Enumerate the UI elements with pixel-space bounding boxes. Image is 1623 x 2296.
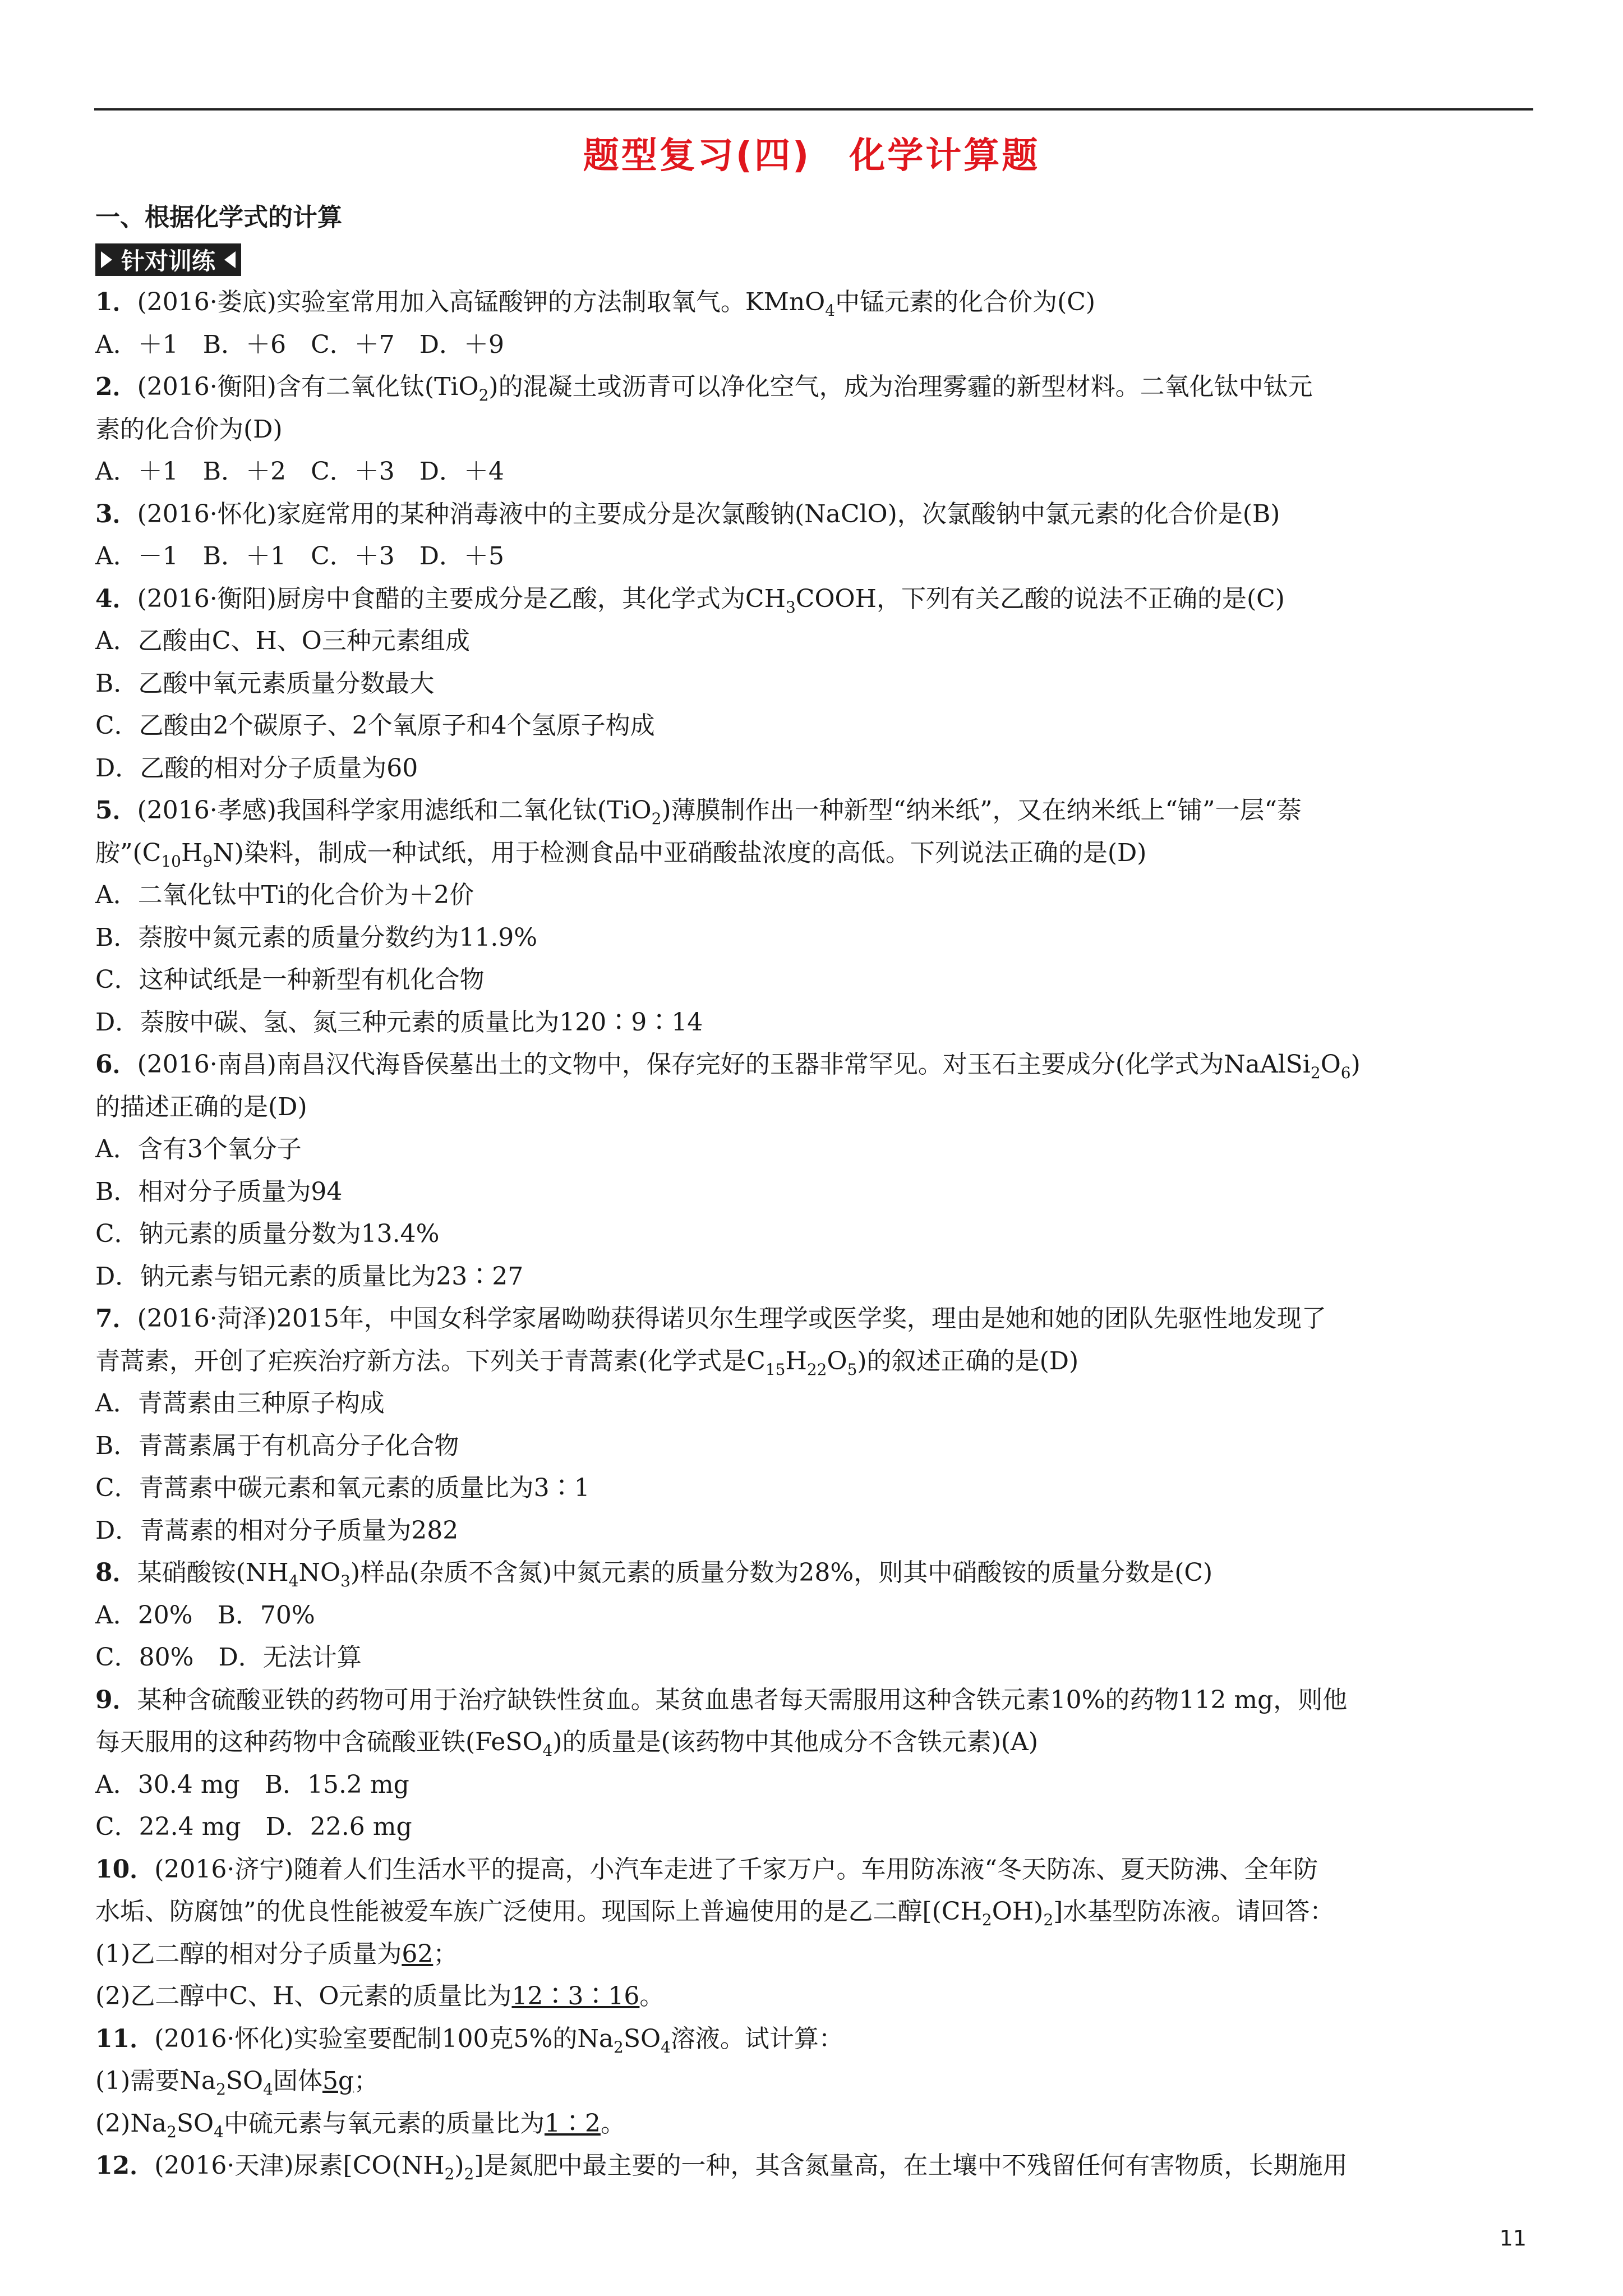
text-run: ]水基型防冻液。请回答：	[1053, 1897, 1335, 1926]
option-b: B．青蒿素属于有机高分子化合物	[95, 1431, 459, 1460]
question-text: COOH，下列有关乙酸的说法不正确的是(C)	[795, 584, 1285, 613]
question-number: 1．	[95, 288, 137, 316]
training-tag-label: 针对训练	[121, 247, 216, 275]
subscript: 2	[444, 2164, 455, 2183]
question-text: (2016·娄底)实验室常用加入高锰酸钾的方法制取氧气。KMnO	[137, 288, 826, 316]
question-text: (2016·天津)尿素[CO(NH	[154, 2151, 445, 2180]
question-number: 8．	[95, 1558, 137, 1587]
text-run: 青蒿素，开创了疟疾治疗新方法。下列关于青蒿素(化学式是C	[95, 1346, 766, 1375]
subscript: 4	[263, 2079, 273, 2099]
option-row: C．22.4 mg D．22.6 mg	[95, 1812, 412, 1841]
text-run: ]是氮肥中最主要的一种，其含氮量高，在土壤中不残留任何有害物质，长期施用	[474, 2151, 1348, 2180]
answer-blank: 5g	[322, 2067, 354, 2095]
text-run: SO	[623, 2024, 661, 2053]
text-run: N)染料，制成一种试纸，用于检测食品中亚硝酸盐浓度的高低。下列说法正确的是(D)	[213, 838, 1147, 867]
training-tag	[95, 243, 241, 276]
question-1-options: A．＋1 B．＋6 C．＋7 D．＋9	[95, 330, 505, 359]
play-icon	[101, 251, 112, 268]
question-text: (2016·衡阳)厨房中食醋的主要成分是乙酸，其化学式为CH	[137, 584, 786, 613]
subscript: 22	[806, 1360, 827, 1379]
sub-question-1	[95, 1933, 1537, 1976]
option-b: B．相对分子质量为94	[95, 1177, 343, 1206]
question-8	[95, 1552, 1537, 1594]
question-number: 10．	[95, 1855, 155, 1884]
text-run: 。	[639, 1982, 665, 2010]
subscript: 4	[825, 301, 836, 320]
question-number: 2．	[95, 372, 137, 401]
text-run: (1)乙二醇的相对分子质量为	[95, 1939, 402, 1968]
subscript: 2	[1043, 1910, 1054, 1929]
question-6	[95, 1043, 1537, 1086]
text-run: (1)需要Na	[95, 2067, 216, 2095]
question-number: 7．	[95, 1304, 137, 1333]
subscript: 4	[542, 1741, 553, 1760]
subscript: 2	[216, 2079, 226, 2099]
option-a: A．二氧化钛中Ti的化合价为＋2价	[95, 881, 474, 909]
question-3	[95, 493, 1537, 536]
text-run: )	[454, 2151, 464, 2180]
question-10-continued	[95, 1890, 1537, 1933]
question-9	[95, 1679, 1537, 1722]
question-2-continued: 素的化合价为(D)	[95, 415, 283, 444]
option-c: C．青蒿素中碳元素和氧元素的质量比为3∶1	[95, 1474, 590, 1502]
subscript: 9	[202, 852, 213, 871]
text-run: ；	[433, 1939, 458, 1968]
rewind-icon	[224, 251, 236, 268]
text-run: (2)Na	[95, 2109, 167, 2138]
text-run: H	[785, 1346, 807, 1375]
text-run: ；	[354, 2067, 379, 2095]
option-b: B．萘胺中氮元素的质量分数约为11.9%	[95, 923, 538, 952]
question-number: 4．	[95, 584, 137, 613]
question-number: 9．	[95, 1685, 137, 1714]
option-d: D．萘胺中碳、氢、氮三种元素的质量比为120∶9∶14	[95, 1007, 703, 1037]
question-text: (2016·怀化)实验室要配制100克5%的Na	[154, 2024, 614, 2053]
question-6-continued: 的描述正确的是(D)	[95, 1092, 307, 1121]
subscript: 5	[847, 1360, 857, 1379]
option-row: A．30.4 mg B．15.2 mg	[95, 1770, 409, 1799]
question-text: 某种含硫酸亚铁的药物可用于治疗缺铁性贫血。某贫血患者每天需服用这种含铁元素10%的药物112 mg，则他	[137, 1685, 1348, 1714]
question-5-continued	[95, 832, 1537, 875]
subscript: 2	[478, 385, 489, 404]
subscript: 6	[1340, 1063, 1351, 1082]
header-rule	[94, 108, 1533, 111]
subscript: 2	[167, 2122, 177, 2141]
text-run: 溶液。试计算：	[670, 2024, 843, 2053]
text-run: NO	[298, 1558, 341, 1587]
option-c: C．钠元素的质量分数为13.4%	[95, 1220, 440, 1248]
content	[95, 196, 1537, 2187]
question-1	[95, 281, 1537, 324]
question-7	[95, 1297, 1537, 1340]
tag-row	[95, 239, 1537, 282]
question-3-options: A．－1 B．＋1 C．＋3 D．＋5	[95, 542, 505, 570]
subscript: 10	[161, 852, 181, 871]
subscript: 2	[651, 809, 662, 828]
question-number: 3．	[95, 499, 137, 528]
question-2-options: A．＋1 B．＋2 C．＋3 D．＋4	[95, 457, 505, 486]
text-run: )的叙述正确的是(D)	[857, 1346, 1079, 1375]
subscript: 2	[1310, 1063, 1321, 1082]
section-heading: 一、根据化学式的计算	[95, 203, 342, 232]
subscript: 2	[981, 1910, 992, 1929]
page-number: 11	[1499, 2226, 1527, 2251]
question-text: 某硝酸铵(NH	[137, 1558, 289, 1587]
answer-blank: 62	[402, 1939, 434, 1968]
option-row: C．80% D．无法计算	[95, 1643, 362, 1672]
option-row: A．20% B．70%	[95, 1600, 315, 1630]
text-run: 水垢、防腐蚀”的优良性能被爱车族广泛使用。现国际上普遍使用的是乙二醇[(CH	[95, 1897, 982, 1926]
question-text: )薄膜制作出一种新型“纳米纸”，又在纳米纸上“铺”一层“萘	[661, 796, 1302, 825]
question-number: 12．	[95, 2151, 155, 2180]
option-a: A．含有3个氧分子	[95, 1135, 302, 1163]
question-text: (2016·衡阳)含有二氧化钛(TiO	[137, 372, 479, 401]
text-run: H	[181, 838, 203, 867]
sub-question-2	[95, 2102, 1537, 2145]
subscript: 15	[765, 1360, 786, 1379]
question-4	[95, 578, 1537, 620]
subscript: 2	[464, 2164, 474, 2183]
question-number: 11．	[95, 2024, 155, 2053]
subscript: 4	[661, 2037, 671, 2056]
text-run: O	[1320, 1050, 1341, 1079]
question-text: (2016·南昌)南昌汉代海昏侯墓出土的文物中，保存完好的玉器非常罕见。对玉石主要成分(化学式为NaAlSi	[137, 1050, 1311, 1079]
option-d: D．青蒿素的相对分子质量为282	[95, 1516, 459, 1545]
question-number: 5．	[95, 796, 137, 825]
question-7-continued	[95, 1340, 1537, 1383]
text-run: 中硫元素与氧元素的质量比为	[223, 2109, 545, 2138]
question-text: (2016·怀化)家庭常用的某种消毒液中的主要成分是次氯酸钠(NaClO)，次氯酸钠中氯元素的化合价是(B)	[137, 499, 1280, 528]
subscript: 4	[288, 1571, 299, 1590]
question-text: (2016·孝感)我国科学家用滤纸和二氧化钛(TiO	[137, 796, 652, 825]
option-c: C．这种试纸是一种新型有机化合物	[95, 965, 485, 994]
text-run: 固体	[273, 2067, 322, 2095]
text-run: O	[827, 1346, 847, 1375]
question-9-continued	[95, 1721, 1537, 1764]
text-run: SO	[176, 2109, 214, 2138]
question-text: (2016·菏泽)2015年，中国女科学家屠呦呦获得诺贝尔生理学或医学奖，理由是她和她的团队先驱性地发现了	[137, 1304, 1326, 1333]
question-5	[95, 789, 1537, 832]
text-run: )样品(杂质不含氮)中氮元素的质量分数为28%，则其中硝酸铵的质量分数是(C)	[350, 1558, 1213, 1587]
question-2	[95, 366, 1537, 408]
text-run: 。	[600, 2109, 625, 2138]
sub-question-1	[95, 2060, 1537, 2102]
question-text: (2016·济宁)随着人们生活水平的提高，小汽车走进了千家万户。车用防冻液“冬天防冻、夏天防沸、全年防	[154, 1855, 1318, 1884]
subscript: 2	[614, 2037, 624, 2056]
option-a: A．青蒿素由三种原子构成	[95, 1389, 385, 1418]
subscript: 3	[340, 1571, 351, 1590]
page-title: 题型复习(四) 化学计算题	[583, 135, 1040, 177]
text-run: )	[1350, 1050, 1361, 1079]
question-text: 中锰元素的化合价为(C)	[835, 288, 1096, 316]
question-10	[95, 1848, 1537, 1891]
sub-question-2	[95, 1975, 1537, 2018]
option-d: D．乙酸的相对分子质量为60	[95, 753, 418, 783]
question-number: 6．	[95, 1050, 137, 1079]
text-run: 胺”(C	[95, 838, 162, 867]
question-12	[95, 2145, 1537, 2187]
text-run: OH)	[992, 1897, 1044, 1926]
text-run: )的质量是(该药物中其他成分不含铁元素)(A)	[552, 1728, 1038, 1756]
answer-blank: 1∶2	[544, 2109, 601, 2138]
question-text: )的混凝土或沥青可以净化空气，成为治理雾霾的新型材料。二氧化钛中钛元	[488, 372, 1313, 401]
text-run: (2)乙二醇中C、H、O元素的质量比为	[95, 1982, 512, 2010]
option-c: C．乙酸由2个碳原子、2个氧原子和4个氢原子构成	[95, 711, 655, 740]
option-a: A．乙酸由C、H、O三种元素组成	[95, 627, 470, 655]
answer-blank: 12∶3∶16	[511, 1982, 640, 2010]
text-run: SO	[225, 2067, 264, 2095]
question-11	[95, 2018, 1537, 2060]
option-d: D．钠元素与铝元素的质量比为23∶27	[95, 1262, 524, 1291]
subscript: 4	[214, 2122, 224, 2141]
text-run: 每天服用的这种药物中含硫酸亚铁(FeSO	[95, 1728, 543, 1756]
option-b: B．乙酸中氧元素质量分数最大	[95, 669, 435, 698]
subscript: 3	[785, 597, 796, 616]
